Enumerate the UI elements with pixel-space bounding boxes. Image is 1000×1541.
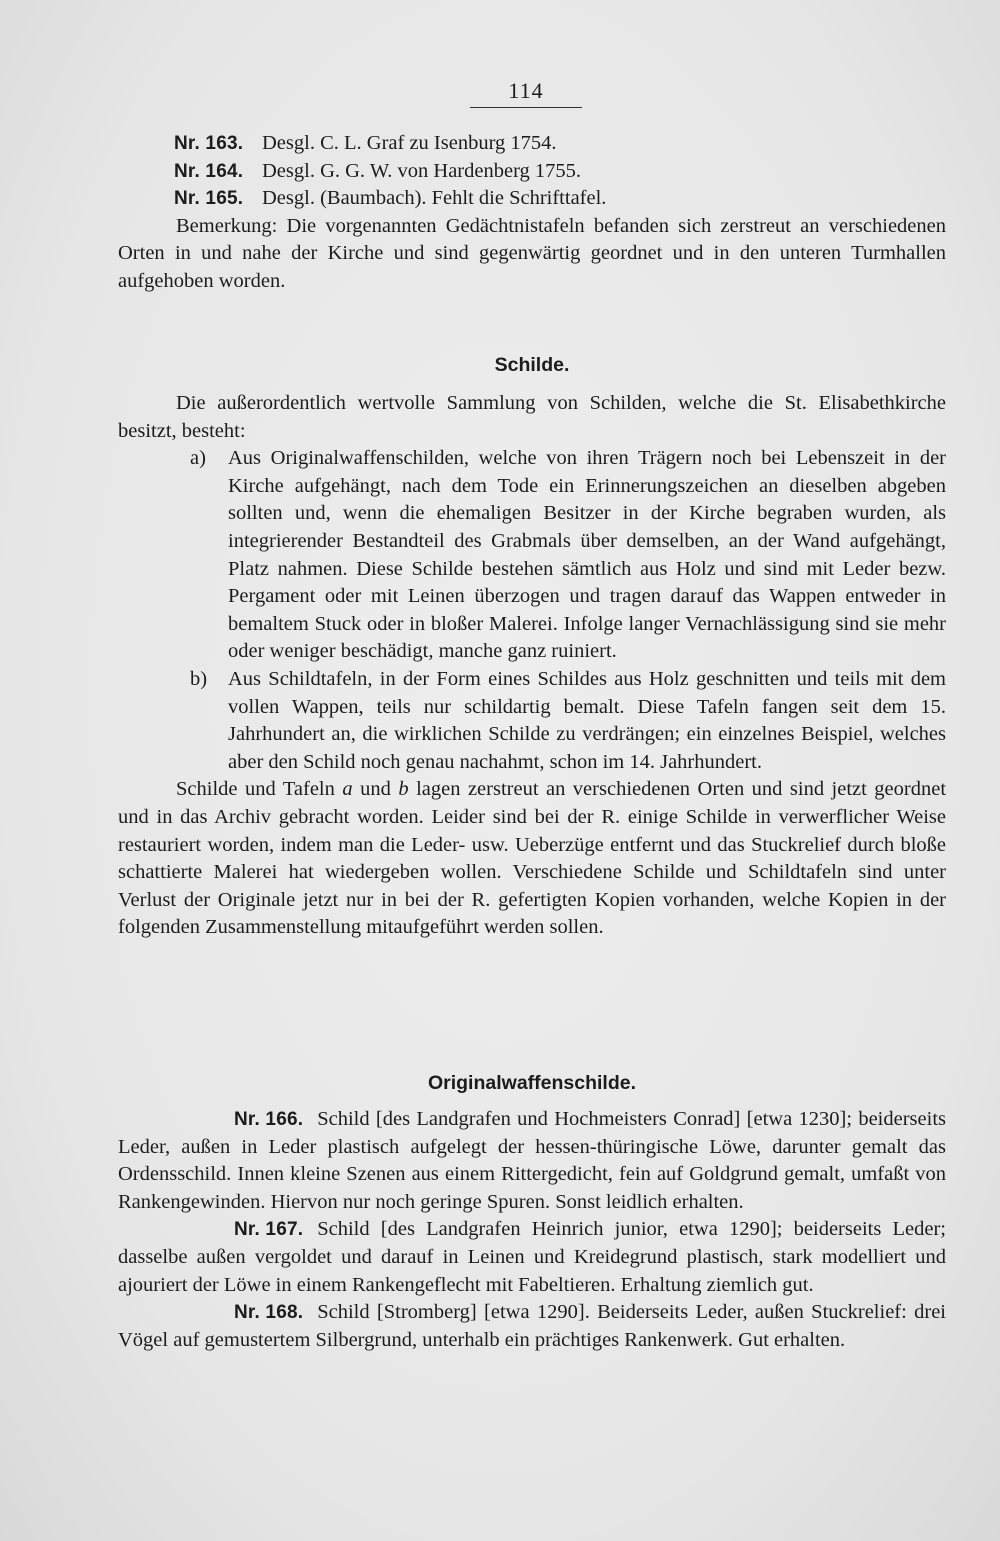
entry-text: Desgl. G. G. W. von Hardenberg 1755. bbox=[262, 159, 582, 182]
text-run: und bbox=[360, 778, 391, 801]
remark-paragraph: Bemerkung: Die vorgenannten Gedächtnistafeln befanden sich zerstreut an verschiedenen Orten in und nahe der Kirche und sind gegenwärtig geordnet und in den unteren Turmhallen aufgehoben worden. bbox=[118, 214, 946, 292]
section-heading: Originalwaffenschilde. bbox=[427, 1072, 637, 1094]
list-item bbox=[118, 130, 946, 158]
entry-text: Schild [des Landgrafen und Hochmeisters Conrad] [etwa 1230]; beiderseits Leder, außen in Leder plastisch aufgelegt der hessen-thüringische Löwe, darunter gemalt das Ordensschild. Innen kleine Szenen aus einem Rittergedicht, fein auf Goldgrund gemalt, umfaßt von Rankengewinden. Hiervon nur noch geringe Spuren. Sonst leidlich erhalten. bbox=[118, 1108, 946, 1213]
section-schilde bbox=[118, 352, 946, 380]
list-item-text: Aus Schildtafeln, in der Form eines Schildes aus Holz geschnitten und teils mit dem vollen Wappen, teils nur schildartig bemalt. Diese Tafeln fangen seit dem 15. Jahrhundert an, die wirklichen Schilde zu verdrängen; ein einzelnes Beispiel, welches aber den Schild noch genau nachahmt, schon im 14. Jahrhundert. bbox=[228, 667, 946, 773]
entry-number: Nr. 167. bbox=[234, 1219, 304, 1241]
text-run: lagen zerstreut an verschiedenen Orten und sind jetzt geordnet und in das Archiv gebracht worden. Leider sind bei der R. einige Schilde in verwerflicher Weise restauriert worden, indem man die Leder- usw. Ueberzüge entfernt und das Stuckrelief durch bloße schattierte Malerei hat wiedergeben wollen. Verschiedene Schilde und Schildtafeln sind unter Verlust der Originale jetzt nur in bei der R. gefertigten Kopien vorhanden, welche Kopien in der folgenden Zusammenstellung mitaufgeführt werden sollen. bbox=[118, 778, 947, 939]
entry-number: Nr. 165. bbox=[174, 188, 244, 210]
intro-paragraph: Die außerordentlich wertvolle Sammlung von Schilden, welche die St. Elisabethkirche besitzt, besteht: bbox=[118, 392, 946, 442]
items-top bbox=[118, 130, 946, 296]
entry-number: Nr. 163. bbox=[174, 133, 244, 154]
italic-letter: b bbox=[398, 778, 409, 801]
entry-text: Desgl. C. L. Graf zu Isenburg 1754. bbox=[262, 132, 557, 154]
entry-text: Desgl. (Baumbach). Fehlt die Schrifttafel. bbox=[262, 187, 607, 210]
section-schilde-body bbox=[118, 390, 946, 942]
italic-letter: a bbox=[342, 778, 353, 801]
list-marker: a) bbox=[190, 447, 206, 470]
entry-number: Nr. 164. bbox=[174, 160, 244, 182]
list-item bbox=[118, 185, 946, 213]
section-originalwaffenschilde-body bbox=[118, 1106, 946, 1354]
closing-paragraph bbox=[118, 776, 946, 942]
entry-text: Schild [des Landgrafen Heinrich junior, etwa 1290]; beiderseits Leder; dasselbe außen vergoldet und darauf in Leinen und Kreidegrund plastisch, stark modelliert und ajouriert der Löwe in einem Rankengeflecht mit Fabeltieren. Erhaltung ziemlich gut. bbox=[118, 1218, 946, 1296]
entry-number: Nr. 166. bbox=[234, 1109, 304, 1130]
entry-number: Nr. 168. bbox=[234, 1302, 304, 1324]
list-item-text: Aus Originalwaffenschilden, welche von ihren Trägern noch bei Lebenszeit in der Kirche aufgehängt, nach dem Tode ein Erinnerungszeichen an dieselben abgeben sollten und, wenn die ehemaligen Besitzer in der Kirche begraben wurden, als integrierender Bestandteil des Grabmals über demselben, an der Wand aufgehängt, Platz nahmen. Diese Schilde bestehen sämtlich aus Holz und sind mit Leder bezw. Pergament oder mit Leinen überzogen und tragen darauf das Wappen entweder in bemaltem Stuck oder in bloßer Malerei. Infolge langer Vernachlässigung sind sie mehr oder weniger beschädigt, manche ganz ruiniert. bbox=[228, 447, 946, 663]
entry-text: Schild [Stromberg] [etwa 1290]. Beiderseits Leder, außen Stuckrelief: drei Vögel auf gemustertem Silbergrund, unterhalb ein prächtiges Rankenwerk. Gut erhalten. bbox=[118, 1301, 946, 1351]
section-heading: Schilde. bbox=[494, 354, 570, 376]
list-item bbox=[118, 158, 946, 186]
entry-167 bbox=[118, 1216, 946, 1299]
list-marker: b) bbox=[190, 667, 208, 690]
page-number: 114 bbox=[470, 78, 582, 108]
list-item-a bbox=[190, 445, 946, 666]
list-item-b bbox=[190, 666, 946, 776]
entry-166 bbox=[118, 1106, 946, 1216]
text-run: Schilde und Tafeln bbox=[176, 778, 335, 801]
entry-168 bbox=[118, 1299, 946, 1354]
section-originalwaffenschilde bbox=[118, 1070, 946, 1098]
